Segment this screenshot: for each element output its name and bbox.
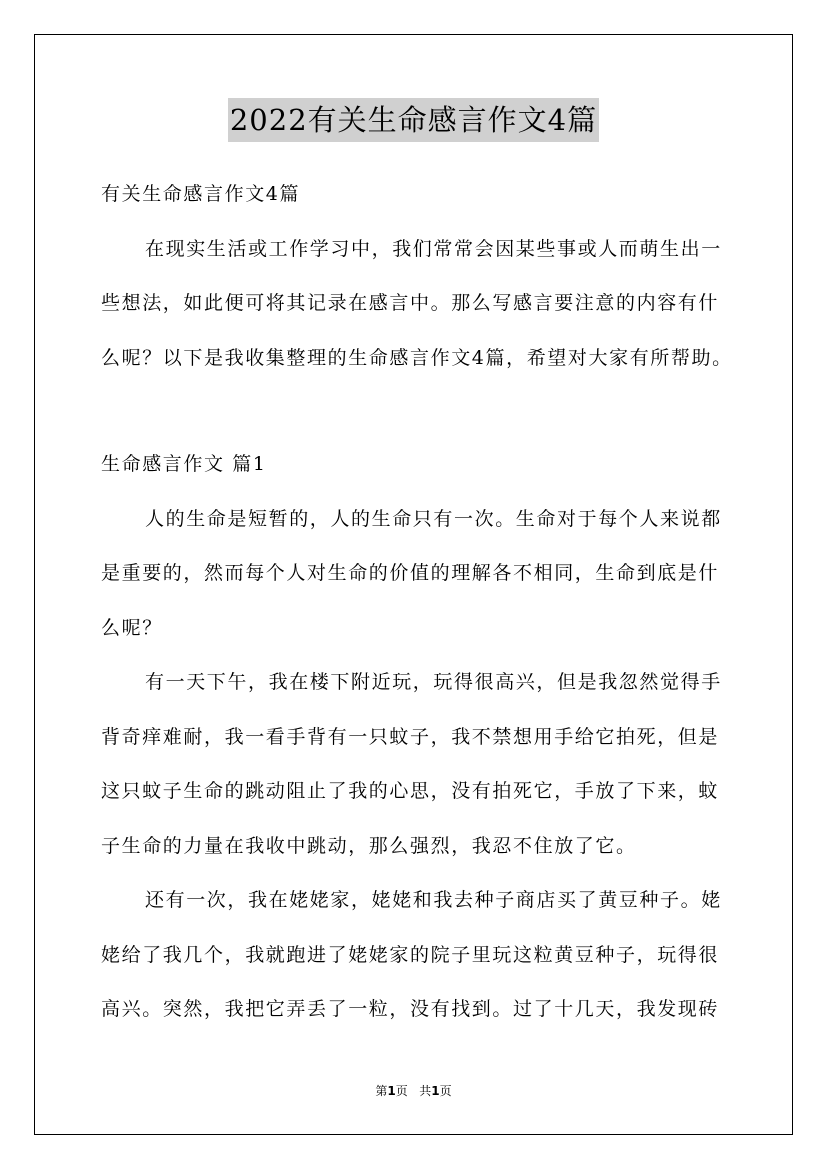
subtitle: 有关生命感言作文4篇 <box>101 183 301 205</box>
document-title: 2022有关生命感言作文4篇 <box>228 98 599 142</box>
para3-line-2: 姥给了我几个，我就跑进了姥姥家的院子里玩这粒黄豆种子，玩得很 <box>101 943 720 966</box>
intro-line-1: 在现实生活或工作学习中，我们常常会因某些事或人而萌生出一 <box>145 237 722 260</box>
intro-line-3: 么呢？以下是我收集整理的生命感言作文4篇，希望对大家有所帮助。 <box>101 346 733 369</box>
para1-line-1: 人的生命是短暂的，人的生命只有一次。生命对于每个人来说都 <box>145 507 722 530</box>
intro-line-2: 些想法，如此便可将其记录在感言中。那么写感言要注意的内容有什 <box>101 292 720 314</box>
para2-line-3: 这只蚊子生命的跳动阻止了我的心思，没有拍死它，手放了下来，蚊 <box>101 780 720 802</box>
total-prefix: 共 <box>419 1084 432 1098</box>
section-1 <box>101 437 741 1037</box>
title-container <box>0 98 827 142</box>
page-suffix: 页 <box>395 1084 408 1098</box>
page-footer <box>0 1082 827 1099</box>
document-body <box>101 167 741 385</box>
total-pages: 1 <box>431 1084 440 1098</box>
page-number: 1 <box>387 1084 396 1098</box>
para3-line-1: 还有一次，我在姥姥家，姥姥和我去种子商店买了黄豆种子。姥 <box>145 889 722 911</box>
para1-line-2: 是重要的，然而每个人对生命的价值的理解各不相同，生命到底是什 <box>101 562 720 584</box>
para2-line-4: 子生命的力量在我收中跳动，那么强烈，我忍不住放了它。 <box>101 834 637 857</box>
para3-line-3: 高兴。突然，我把它弄丢了一粒，没有找到。过了十几天，我发现砖 <box>101 998 720 1020</box>
total-suffix: 页 <box>439 1084 452 1098</box>
para2-line-2: 背奇痒难耐，我一看手背有一只蚊子，我不禁想用手给它拍死，但是 <box>101 725 720 748</box>
section-heading: 生命感言作文 篇1 <box>101 453 267 475</box>
para2-line-1: 有一天下午，我在楼下附近玩，玩得很高兴，但是我忽然觉得手 <box>145 671 722 693</box>
page-prefix: 第 <box>375 1084 388 1098</box>
para1-line-3: 么呢？ <box>101 616 163 639</box>
